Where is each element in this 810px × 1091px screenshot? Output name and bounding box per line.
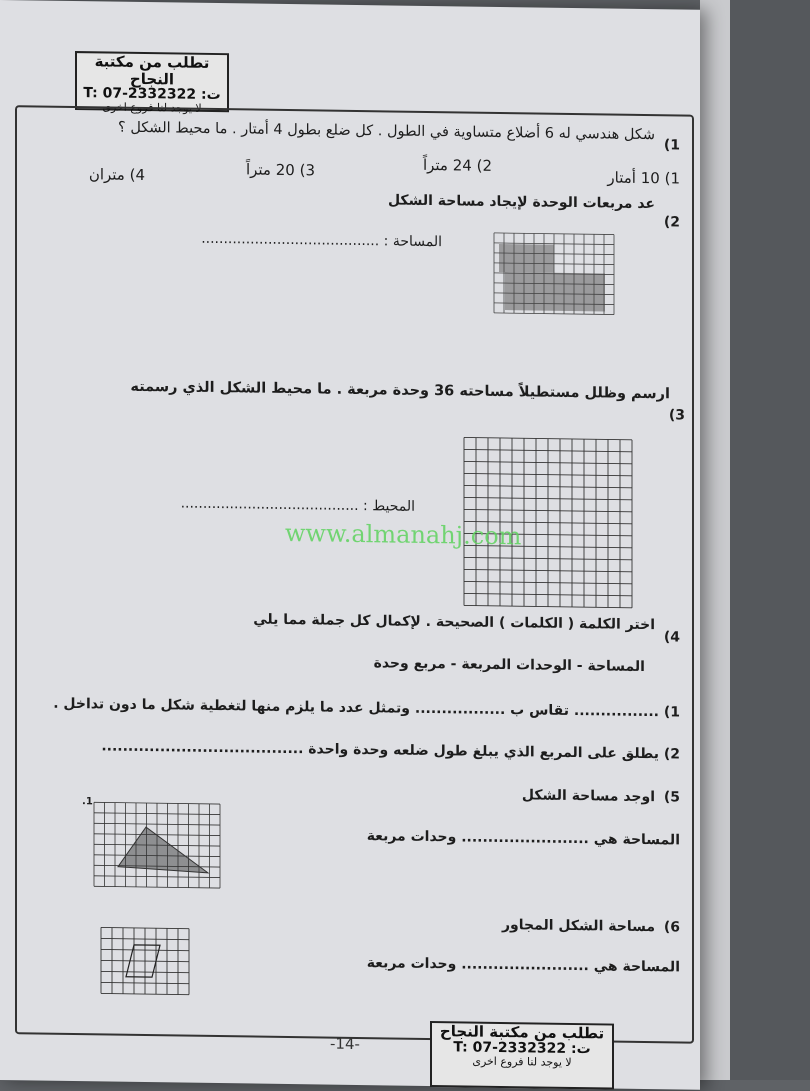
grid-line [101,949,189,950]
q1-number: 1) [663,137,680,154]
q6-answer-line[interactable]: المساحة هي ........................ وحدات مربعة [366,955,680,976]
grid-line [101,927,189,928]
q2-answer-line[interactable]: المساحة : ........................................ [201,230,442,251]
grid-line [101,938,189,939]
q3-question: ارسم وظلل مستطيلاً مساحته 36 وحدة مربعة . ما محيط الشكل الذي رسمته [130,378,670,403]
q4-item-1[interactable]: 1) ................ تقاس ب ................. وتمثل عدد ما يلزم منها لتغطية شكل ما دون تداخل . [53,695,680,721]
grid-line [101,971,189,972]
q3-number: 3) [668,407,685,424]
q3-answer-line[interactable]: المحيط : ........................................ [180,495,415,515]
q4-number: 4) [663,629,680,646]
page-number: -14- [330,1034,360,1054]
stamp-bottom-line-1: تطلب من مكتبة النجاح [439,1022,605,1043]
q6-number: 6) [663,919,680,936]
watermark-text: www.almanahj.com [285,518,522,551]
q1-option-4[interactable]: 4) متران [88,165,145,185]
stamp-line-1: تطلب من مكتبة النجاح [94,52,210,88]
q6-parallelogram-grid [100,926,195,997]
q5-question: اوجد مساحة الشكل [521,787,655,806]
q4-question: اختر الكلمة ( الكلمات ) الصحيحة . لإكمال كل جملة مما يلي [253,611,655,634]
library-stamp-top [75,51,229,116]
stamp-line-2: ت: T: 07-2332322 [83,85,221,104]
q2-grid-figure [493,232,618,324]
library-stamp-bottom [430,1021,614,1090]
stamp-bottom-line-3: لا يوجد لنا فروع اخرى [472,1054,572,1069]
next-page-edge [700,0,730,1080]
q1-option-2[interactable]: 2) 24 متراً [422,155,492,175]
q5-figure-label: 1. [82,796,93,808]
q4-word-choices: المساحة - الوحدات المربعة - مربع وحدة [373,655,645,676]
grid-line [101,993,189,994]
q1-option-1[interactable]: 1) 10 أمتار [607,168,680,188]
q2-question: عد مربعات الوحدة لإيجاد مساحة الشكل [387,192,655,213]
grid-line [101,960,189,961]
q1-option-3[interactable]: 3) 20 متراً [245,160,315,180]
q6-question: مساحة الشكل المجاور [502,917,655,936]
q1-question: شكل هندسي له 6 أضلاع متساوية في الطول . كل ضلع بطول 4 أمتار . ما محيط الشكل ؟ [118,119,655,144]
grid-line [101,982,189,983]
stamp-bottom-line-2: ت: T: 07-2332322 [453,1038,591,1057]
q4-item-2[interactable]: 2) يطلق على المربع الذي يبلغ طول ضلعه وحدة واحدة ...................................... [101,738,680,763]
stamp-line-3: لا يوجد لنا فروع اخرى [102,100,202,116]
q5-answer-line[interactable]: المساحة هي ........................ وحدات مربعة [366,828,680,849]
q5-triangle-grid [93,801,223,898]
background-surface [730,0,810,1080]
q5-number: 5) [663,789,680,806]
q2-number: 2) [663,214,680,231]
